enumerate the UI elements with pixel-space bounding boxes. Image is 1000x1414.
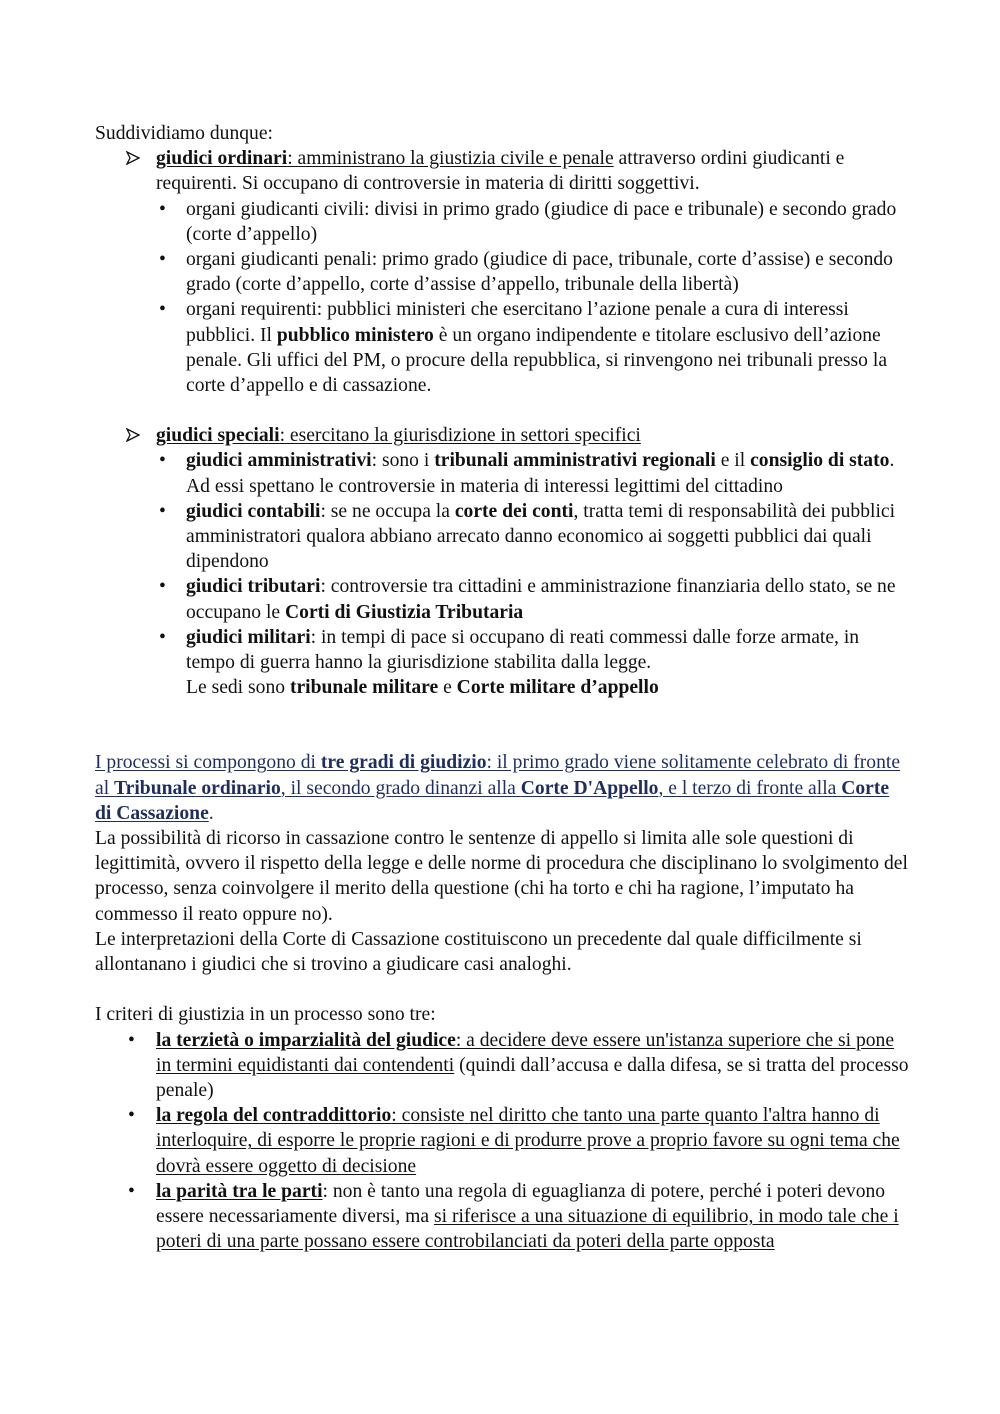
bullet-icon: •	[159, 500, 166, 522]
list-item: • organi giudicanti civili: divisi in primo grado (giudice di pace e tribunale) e secondo grado (corte d’appello)	[159, 198, 897, 245]
bullet-icon: •	[159, 299, 166, 321]
document-page	[95, 121, 910, 1254]
intro-line: Suddividiamo dunque:	[95, 123, 273, 144]
list-item: • la parità tra le parti: non è tanto una regola di eguaglianza di potere, perché i poteri devono essere necessariamente diversi, ma si riferisce a una situazione di equilibrio, in modo tale che i poteri di una parte possano essere controbilanciati da poteri della parte opposta	[128, 1180, 899, 1253]
cassazione-paragraph: La possibilità di ricorso in cassazione contro le sentenze di appello si limita alle sole questioni di legittimità, ovvero il rispetto della legge e delle norme di procedura che disciplinano lo svolgimento del processo, senza coinvolgere il merito della questione (chi ha torto e chi ha ragione, l’imputato ha commesso il reato oppure no).	[95, 828, 908, 925]
list-item: • organi giudicanti penali: primo grado (giudice di pace, tribunale, corte d’assise) e secondo grado (corte d’appello, corte d’assise d’appello, tribunale della libertà)	[159, 249, 893, 296]
criteri-list	[95, 1028, 910, 1255]
bullet-icon: •	[128, 1105, 135, 1127]
interpretazioni-paragraph: Le interpretazioni della Corte di Cassazione costituiscono un precedente dal quale difficilmente si allontanano i giudici che si trovino a giudicare casi analoghi.	[95, 928, 862, 976]
gradi-paragraph: I processi si compongono di tre gradi di giudizio: il primo grado viene solitamente celebrato di fronte al Tribunale ordinario, il secondo grado dinanzi alla Corte D'Appello, e l terzo di fronte alla Corte di Cassazione.	[95, 752, 901, 824]
list-item: • organi requirenti: pubblici ministeri che esercitano l’azione penale a cura di interessi pubblici. Il pubblico ministero è un organo indipendente e titolare esclusivo dell’azione penale. Gli uffici del PM, o procure della repubblica, si rinvengono nei tribunali presso la corte d’appello e di cassazione.	[159, 299, 888, 397]
bullet-icon: •	[159, 626, 166, 648]
speciali-sublist	[156, 448, 910, 700]
bullet-icon: •	[159, 198, 166, 220]
arrowhead-icon	[126, 423, 140, 448]
arrowhead-icon	[126, 146, 140, 171]
judges-list	[95, 146, 910, 398]
term-ordinari: giudici ordinari	[156, 148, 288, 170]
list-item-speciali: giudici speciali: esercitano la giurisdizione in settori specifici • giudici amministrativi: sono i tribunali amministrativi regionali e il consiglio di stato. Ad essi spettano le controversie in materia di interessi legittimi del cittadino • giudici contabili: se ne occupa la corte dei conti, tratta temi di responsabilità dei pubblici amministratori qualora abbiano arrecato danno economico ai soggetti pubblici dai quali dipendono • giudici tributari: controversie tra cittadini e amministrazione finanziaria dello stato, se ne occupano le Corti di Giustizia Tributaria • giudici militari: in tempi di pace si occupano di reati commessi dalle forze armate, in tempo di guerra hanno la giurisdizione stabilita dalla legge. Le sedi sono tribunale militare e Corte militare d’appello	[95, 423, 910, 700]
list-item: • la regola del contraddittorio: consiste nel diritto che tanto una parte quanto l'altra hanno di interloquire, di esporre le proprie ragioni e di produrre prove a proprio favore su ogni tema che dovrà essere oggetto di decisione	[128, 1105, 900, 1177]
criteri-intro: I criteri di giustizia in un processo sono tre:	[95, 1004, 436, 1026]
judges-list-2	[95, 423, 910, 700]
term-speciali: giudici speciali	[156, 425, 280, 447]
list-item: • giudici amministrativi: sono i tribunali amministrativi regionali e il consiglio di stato. Ad essi spettano le controversie in materia di interessi legittimi del cittadino	[159, 450, 895, 497]
list-item: • la terzietà o imparzialità del giudice: a decidere deve essere un'istanza superiore che si pone in termini equidistanti dai contendenti (quindi dall’accusa e dalla difesa, se si tratta del processo penale)	[128, 1029, 909, 1101]
bullet-icon: •	[159, 576, 166, 598]
bullet-icon: •	[159, 450, 166, 472]
list-item-ordinari: giudici ordinari: amministrano la giustizia civile e penale attraverso ordini giudicanti e requirenti. Si occupano di controversie in materia di diritti soggettivi. • organi giudicanti civili: divisi in primo grado (giudice di pace e tribunale) e secondo grado (corte d’appello) • organi giudicanti penali: primo grado (giudice di pace, tribunale, corte d’assise) e secondo grado (corte d’appello, corte d’assise d’appello, tribunale della libertà) • organi requirenti: pubblici ministeri che esercitano l’azione penale a cura di interessi pubblici. Il pubblico ministero è un organo indipendente e titolare esclusivo dell’azione penale. Gli uffici del PM, o procure della repubblica, si rinvengono nei tribunali presso la corte d’appello e di cassazione.	[95, 146, 910, 398]
list-item: • giudici contabili: se ne occupa la corte dei conti, tratta temi di responsabilità dei pubblici amministratori qualora abbiano arrecato danno economico ai soggetti pubblici dai quali dipendono	[159, 500, 896, 573]
ordinari-sublist	[156, 197, 910, 399]
list-item: • giudici militari: in tempi di pace si occupano di reati commessi dalle forze armate, in tempo di guerra hanno la giurisdizione stabilita dalla legge. Le sedi sono tribunale militare e Corte militare d’appello	[159, 626, 860, 699]
bullet-icon: •	[128, 1180, 135, 1202]
list-item: • giudici tributari: controversie tra cittadini e amministrazione finanziaria dello stato, se ne occupano le Corti di Giustizia Tributaria	[159, 576, 896, 623]
bullet-icon: •	[128, 1029, 135, 1051]
bullet-icon: •	[159, 249, 166, 271]
